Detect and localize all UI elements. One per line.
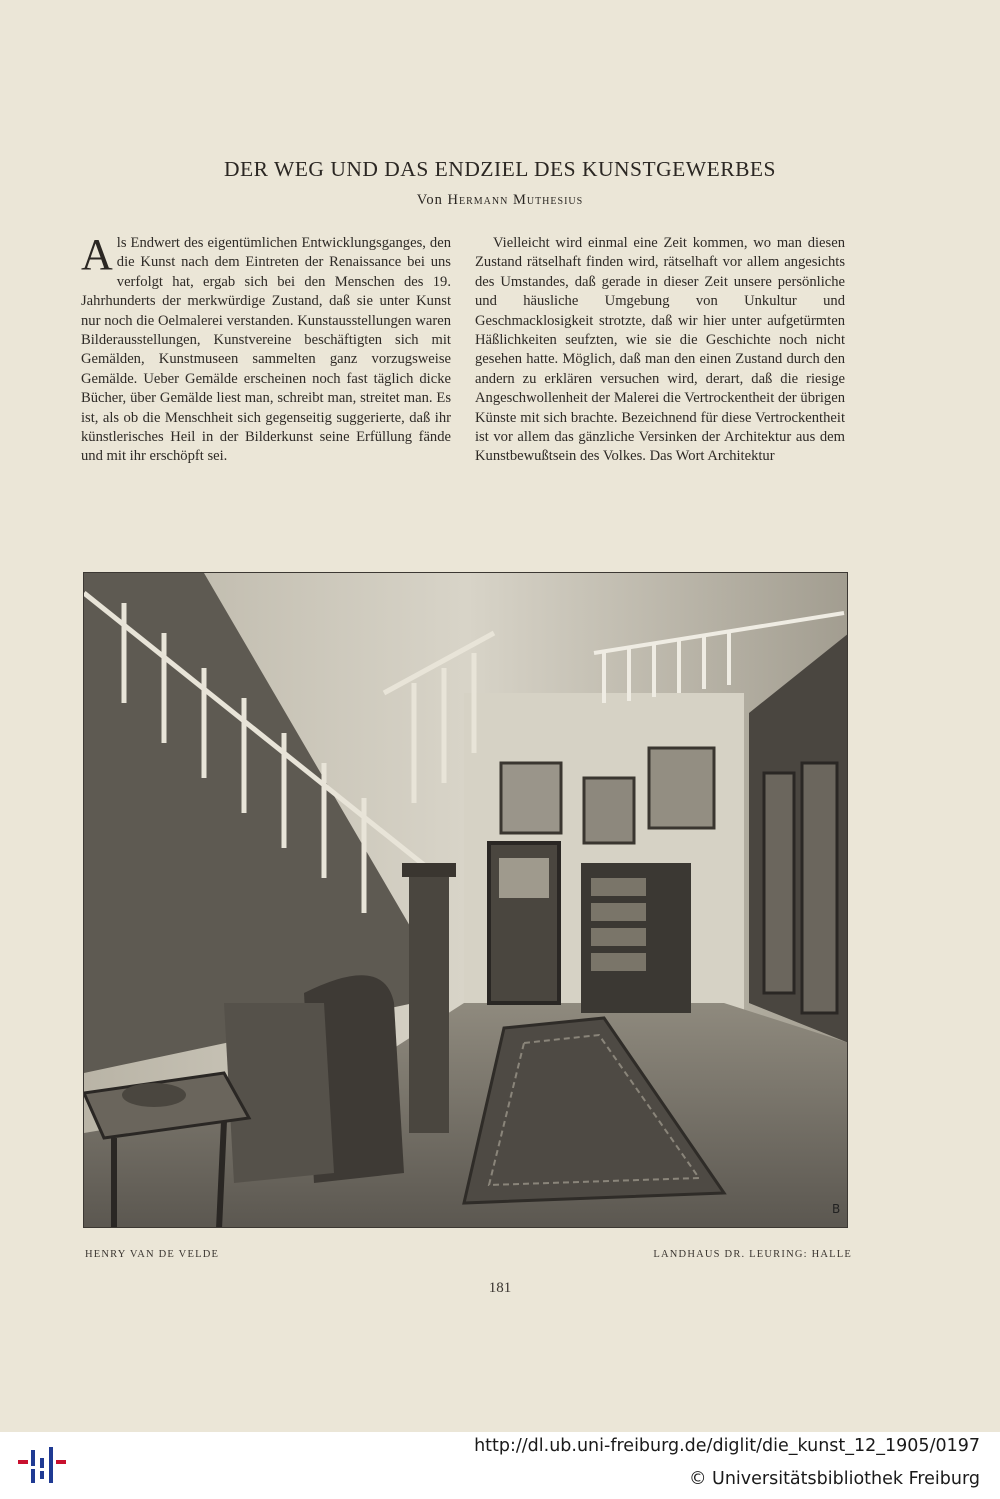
photo-illustration xyxy=(84,573,848,1228)
drop-cap: A xyxy=(81,230,113,279)
text-column-right xyxy=(475,234,845,467)
caption-artist: HENRY VAN DE VELDE xyxy=(85,1249,220,1260)
caption-location: LANDHAUS DR. LEURING: HALLE xyxy=(653,1249,852,1260)
source-url[interactable]: http://dl.ub.uni-freiburg.de/diglit/die_kunst_12_1905/0197 xyxy=(474,1436,980,1456)
byline xyxy=(0,192,1000,209)
copyright-notice: © Universitätsbibliothek Freiburg xyxy=(688,1469,980,1489)
photograph-staircase-hall xyxy=(83,572,848,1228)
article-title: DER WEG UND DAS ENDZIEL DES KUNSTGEWERBES xyxy=(224,157,776,181)
page-number: 181 xyxy=(488,1280,512,1296)
left-column-text: ls Endwert des eigentümlichen Entwicklungsganges, den die Kunst nach dem Eintreten der Renaissance bei uns verfolgt hat, ergab sich bei den Menschen des 19. Jahrhunderts der merkwürdige Zustand, daß sie unter Kunst nur noch die Oelmalerei verstanden. Kunstausstellungen waren Bilderausstellungen, Kunstvereine beschäftigten sich mit Gemälden, Kunstmuseen sammelten ganz vorzugsweise Gemälde. Ueber Gemälde erscheinen noch fast täglich dicke Bücher, über Gemälde liest man, schreibt man, streitet man. Es ist, als ob die Menschheit sich gegenseitig suggerierte, daß ihr künstlerisches Heil in der Bilderkunst seine Erfüllung fände und mit ihr erschöpft sei. xyxy=(81,235,451,465)
photo-monogram: B xyxy=(832,1202,841,1216)
author-name: Hermann Muthesius xyxy=(447,192,584,208)
text-column-left xyxy=(81,230,451,467)
digitization-footer xyxy=(0,1432,1000,1499)
ub-freiburg-logo-icon xyxy=(18,1444,66,1484)
byline-prefix: Von xyxy=(416,192,443,208)
right-column-text: Vielleicht wird einmal eine Zeit kommen, wo man diesen Zustand rätselhaft finden wird, rätselhaft vor allem angesichts des Umstandes, daß gerade in dieser Zeit unsere persönliche und häusliche Umgebung von Unkultur und Geschmacklosigkeit strotzte, daß wir hier unter aufgetürmten Häßlichkeiten seufzten, wie sie die Geschichte noch nicht gesehen hatte. Möglich, daß man den einen Zustand durch den andern zu erklären versuchen wird, derart, daß die riesige Angeschwollenheit der Malerei die Vertrockentheit der übrigen Künste mit sich brachte. Bezeichnend für diese Vertrockentheit ist vor allem das gänzliche Versinken der Architektur aus dem Kunstbewußtsein des Volkes. Das Wort Architektur xyxy=(475,235,845,465)
